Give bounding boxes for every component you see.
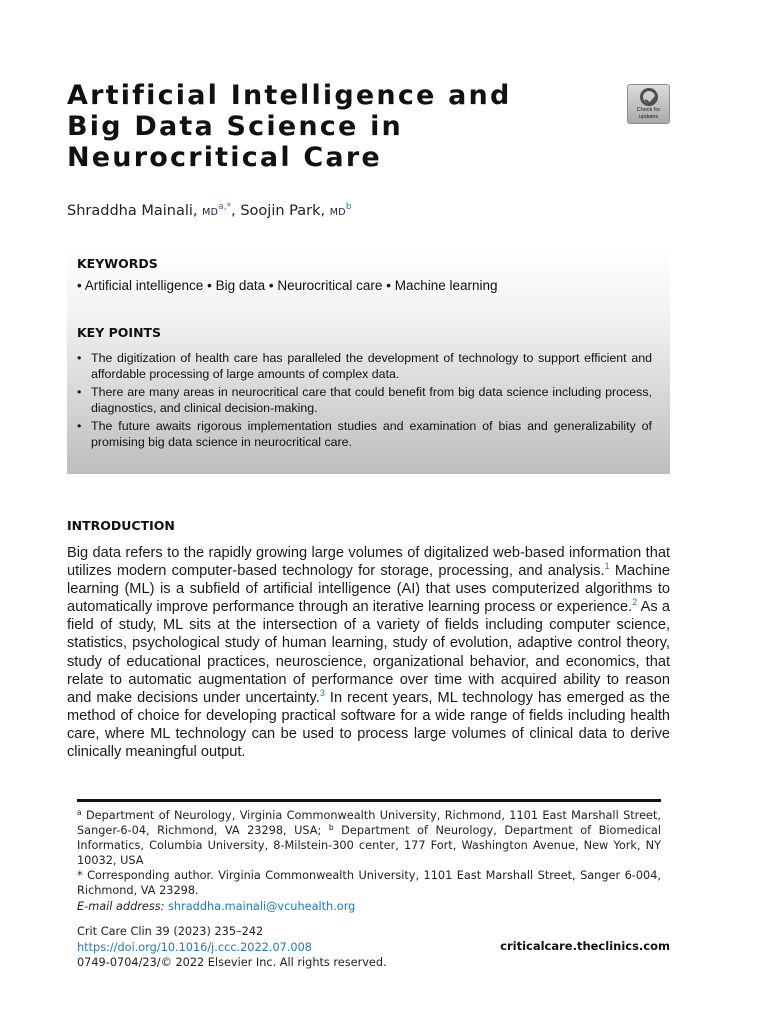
affiliation-mark: a — [77, 808, 82, 817]
introduction-paragraph — [67, 544, 670, 761]
paragraph-text: Machine learning (ML) is a subfield of artificial intelligence (AI) that uses computerized algorithms to automatically improve performance through an iterative learning process or experience. — [67, 563, 670, 616]
doi-link[interactable]: https://doi.org/10.1016/j.ccc.2022.07.008 — [77, 940, 312, 954]
author-affiliation-mark[interactable]: b — [345, 202, 352, 212]
key-point: • The digitization of health care has paralleled the development of technology to support efficient and affordable processing of large amounts of complex data. — [77, 351, 652, 382]
keyword: Neurocritical care — [277, 278, 383, 293]
affiliation-mark: b — [328, 823, 334, 833]
email-line — [77, 899, 661, 914]
check-for-updates-badge[interactable] — [627, 84, 670, 124]
email-link[interactable]: shraddha.mainali@vcuhealth.org — [168, 899, 356, 913]
affiliation-text: Department of Neurology, Department of Biomedical Informatics, Columbia University, 8-Milstein-300 center, 177 Fort, Washington Avenue, New York, NY 10032, USA — [77, 824, 661, 868]
paragraph-text: As a field of study, ML sits at the intersection of a variety of fields including computer science, statistics, psychological study of human learning, study of evolution, adaptive control theory, study of educational practices, neuroscience, organizational behavior, and economics, that relate to automatic augmentation of performance over time with acquired ability to reason and make decisions under uncertainty. — [67, 599, 670, 706]
journal-citation: Crit Care Clin 39 (2023) 235–242 — [77, 925, 264, 938]
affiliation-text: Department of Neurology, Virginia Commonwealth University, Richmond, 1101 East Marshall Street, Sanger-6-04, Richmond, VA 23298, USA; — [77, 809, 661, 838]
key-points-heading: KEY POINTS — [77, 325, 162, 340]
title-line: Artificial Intelligence and — [67, 80, 512, 111]
paragraph-text: Big data refers to the rapidly growing large volumes of digitalized web-based information that utilizes modern computer-based technology for storage, processing, and analysis. — [67, 545, 670, 580]
title-line: Big Data Science in — [67, 111, 403, 142]
bullet: • — [268, 278, 274, 293]
bullet: • — [386, 278, 391, 293]
bullet: • — [77, 278, 82, 293]
bullet: • — [207, 278, 212, 293]
copyright: 0749-0704/23/© 2022 Elsevier Inc. All rights reserved. — [77, 956, 387, 969]
author-name: Soojin Park, — [240, 203, 326, 219]
keywords-keypoints-box — [67, 246, 670, 474]
affiliations — [77, 808, 661, 868]
author-degree: MD — [202, 207, 219, 218]
author-list — [67, 203, 352, 219]
author-affiliation-mark[interactable]: a,* — [218, 202, 232, 212]
check-for-updates-icon — [640, 88, 658, 106]
keyword: Artificial intelligence — [84, 278, 204, 293]
key-point: • The future awaits rigorous implementation studies and examination of bias and generalizability of promising big data science in neurocritical care. — [77, 419, 652, 450]
reference-link[interactable]: 1 — [604, 561, 610, 572]
author-degree: MD — [329, 207, 346, 218]
badge-text: updates — [638, 114, 659, 120]
title-line: Neurocritical Care — [67, 142, 382, 173]
author-name: Shraddha Mainali, — [67, 203, 198, 219]
reference-link[interactable]: 3 — [319, 687, 325, 698]
keywords-heading: KEYWORDS — [77, 256, 158, 271]
email-label: E-mail address: — [77, 899, 165, 913]
key-point: • There are many areas in neurocritical care that could benefit from big data science including process, diagnostics, and clinical decision-making. — [77, 385, 652, 416]
keyword: Machine learning — [394, 278, 498, 293]
article-title — [67, 80, 587, 173]
author-separator: , — [231, 203, 236, 219]
paragraph-text: In recent years, ML technology has emerged as the method of choice for developing practical software for a wide range of fields including health care, where ML technology can be used to process large volumes of clinical data to derive clinically meaningful output. — [67, 689, 670, 761]
journal-website[interactable]: criticalcare.theclinics.com — [500, 939, 670, 953]
reference-link[interactable]: 2 — [632, 597, 638, 608]
badge-text: Check for — [636, 107, 661, 113]
citation-block — [77, 924, 387, 971]
section-heading: INTRODUCTION — [67, 518, 175, 533]
keywords-line — [77, 278, 498, 293]
footnote-divider — [77, 799, 661, 802]
keyword: Big data — [215, 278, 266, 293]
key-points-list — [77, 351, 652, 453]
corresponding-author: * Corresponding author. Virginia Commonwealth University, 1101 East Marshall Street, Sanger 6-004, Richmond, VA 23298. — [77, 869, 661, 898]
footnotes — [77, 808, 661, 914]
